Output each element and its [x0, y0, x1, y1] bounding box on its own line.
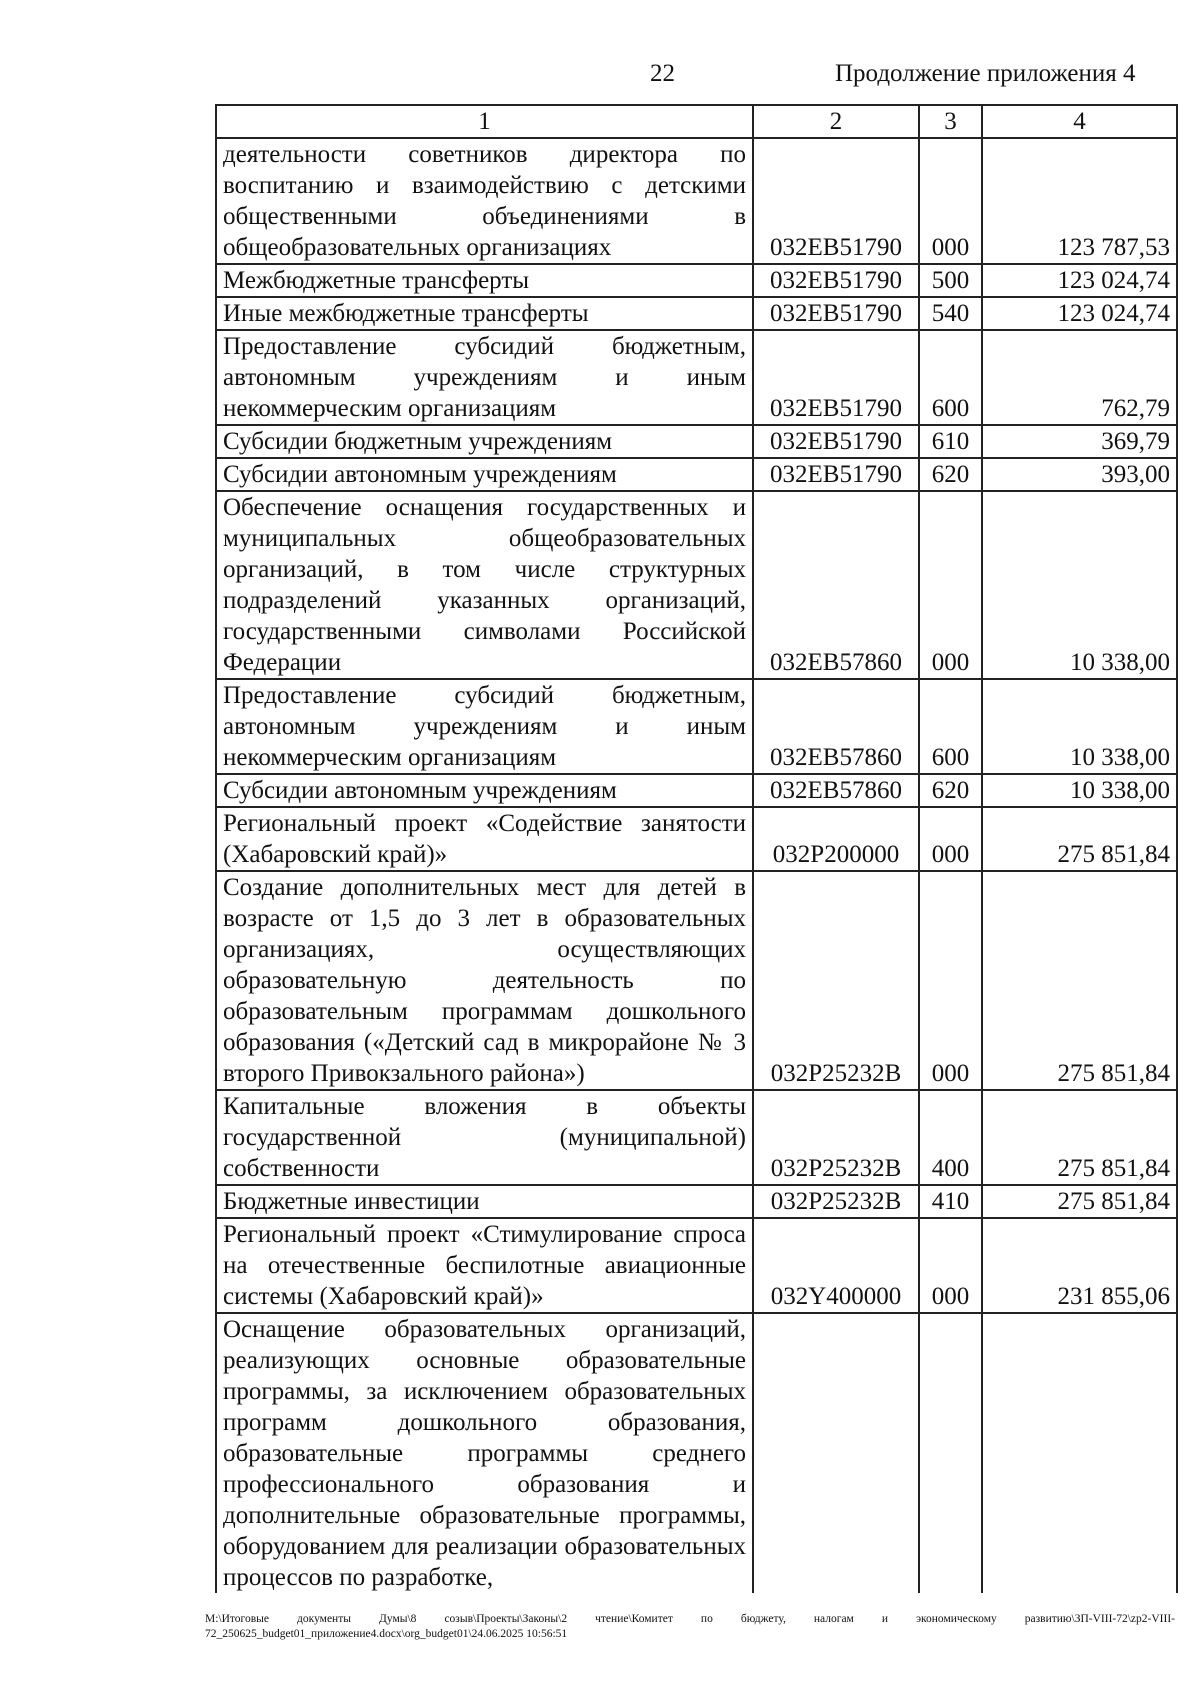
row-code: 032Y400000 [753, 1218, 919, 1313]
row-expense-type: 600 [919, 330, 982, 425]
table-row [216, 491, 1177, 679]
row-sum: 10 338,00 [982, 679, 1177, 774]
row-code [753, 1313, 919, 1593]
table-row [216, 138, 1177, 264]
row-name: Субсидии автономным учреждениям [216, 458, 753, 491]
row-name: Межбюджетные трансферты [216, 264, 753, 297]
row-code: 032EB57860 [753, 774, 919, 807]
row-expense-type [919, 1313, 982, 1593]
row-sum: 275 851,84 [982, 871, 1177, 1090]
row-expense-type: 600 [919, 679, 982, 774]
row-name: Создание дополнительных мест для детей в возрасте от 1,5 до 3 лет в образовательных организациях, осуществляющих образовательную деятельность по образовательным программам дошкольного образования («Детский сад в микрорайоне № 3 второго Привокзального района») [216, 871, 753, 1090]
row-sum: 123 024,74 [982, 297, 1177, 330]
row-code: 032P25232B [753, 1185, 919, 1218]
row-code: 032EB57860 [753, 679, 919, 774]
row-sum: 123 787,53 [982, 138, 1177, 264]
table-row [216, 1185, 1177, 1218]
row-name: Бюджетные инвестиции [216, 1185, 753, 1218]
row-code: 032EB51790 [753, 425, 919, 458]
row-code: 032P200000 [753, 807, 919, 871]
table-row [216, 264, 1177, 297]
row-sum: 10 338,00 [982, 491, 1177, 679]
budget-table [215, 104, 1178, 1593]
row-expense-type: 000 [919, 871, 982, 1090]
row-name: Оснащение образовательных организаций, реализующих основные образовательные программы, за исключением образовательных программ дошкольного образования, образовательные программы среднего профессионального образования и дополнительные образовательные программы, оборудованием для реализации образовательных процессов по разработке, [216, 1313, 753, 1593]
row-expense-type: 400 [919, 1090, 982, 1185]
table-row [216, 1218, 1177, 1313]
row-name: деятельности советников директора по воспитанию и взаимодействию с детскими общественными объединениями в общеобразовательных организациях [216, 138, 753, 264]
row-sum: 369,79 [982, 425, 1177, 458]
row-expense-type: 000 [919, 1218, 982, 1313]
row-code: 032EB51790 [753, 297, 919, 330]
row-name: Предоставление субсидий бюджетным, автономным учреждениям и иным некоммерческим организациям [216, 679, 753, 774]
file-path-footer: M:\Итоговые документы Думы\8 созыв\Проекты\Законы\2 чтение\Комитет по бюджету, налогам и экономическому развитию\ЗП-VIII-72\zp2-VIII-72_250625_budget01_приложение4.docx\org_budget01\24.06.2025 10:56:51 [205, 1613, 1175, 1640]
row-expense-type: 610 [919, 425, 982, 458]
table-row [216, 679, 1177, 774]
row-expense-type: 620 [919, 774, 982, 807]
row-sum: 10 338,00 [982, 774, 1177, 807]
page-number: 22 [650, 60, 675, 87]
row-expense-type: 540 [919, 297, 982, 330]
row-code: 032P25232B [753, 1090, 919, 1185]
row-code: 032EB51790 [753, 138, 919, 264]
row-name: Капитальные вложения в объекты государственной (муниципальной) собственности [216, 1090, 753, 1185]
row-code: 032EB51790 [753, 330, 919, 425]
table-header-row [216, 105, 1177, 138]
row-sum: 231 855,06 [982, 1218, 1177, 1313]
row-name: Предоставление субсидий бюджетным, автономным учреждениям и иным некоммерческим организациям [216, 330, 753, 425]
table-row [216, 774, 1177, 807]
table-row [216, 330, 1177, 425]
row-expense-type: 000 [919, 491, 982, 679]
table-row [216, 807, 1177, 871]
column-header: 2 [753, 105, 919, 138]
row-code: 032P25232B [753, 871, 919, 1090]
table-row [216, 425, 1177, 458]
row-sum: 762,79 [982, 330, 1177, 425]
row-sum: 275 851,84 [982, 807, 1177, 871]
row-expense-type: 500 [919, 264, 982, 297]
row-code: 032EB57860 [753, 491, 919, 679]
table-row [216, 1090, 1177, 1185]
row-sum: 275 851,84 [982, 1185, 1177, 1218]
row-name: Обеспечение оснащения государственных и муниципальных общеобразовательных организаций, в том числе структурных подразделений указанных организаций, государственными символами Российской Федерации [216, 491, 753, 679]
row-sum: 275 851,84 [982, 1090, 1177, 1185]
row-sum: 393,00 [982, 458, 1177, 491]
row-sum [982, 1313, 1177, 1593]
row-name: Региональный проект «Содействие занятости (Хабаровский край)» [216, 807, 753, 871]
row-code: 032EB51790 [753, 264, 919, 297]
row-expense-type: 410 [919, 1185, 982, 1218]
table-row [216, 871, 1177, 1090]
table-row [216, 458, 1177, 491]
table-row [216, 1313, 1177, 1593]
continuation-note: Продолжение приложения 4 [835, 60, 1136, 87]
row-sum: 123 024,74 [982, 264, 1177, 297]
row-expense-type: 000 [919, 807, 982, 871]
column-header: 1 [216, 105, 753, 138]
column-header: 4 [982, 105, 1177, 138]
row-name: Региональный проект «Стимулирование спроса на отечественные беспилотные авиационные системы (Хабаровский край)» [216, 1218, 753, 1313]
row-name: Субсидии бюджетным учреждениям [216, 425, 753, 458]
row-expense-type: 620 [919, 458, 982, 491]
row-name: Иные межбюджетные трансферты [216, 297, 753, 330]
table-row [216, 297, 1177, 330]
column-header: 3 [919, 105, 982, 138]
row-expense-type: 000 [919, 138, 982, 264]
row-code: 032EB51790 [753, 458, 919, 491]
row-name: Субсидии автономным учреждениям [216, 774, 753, 807]
